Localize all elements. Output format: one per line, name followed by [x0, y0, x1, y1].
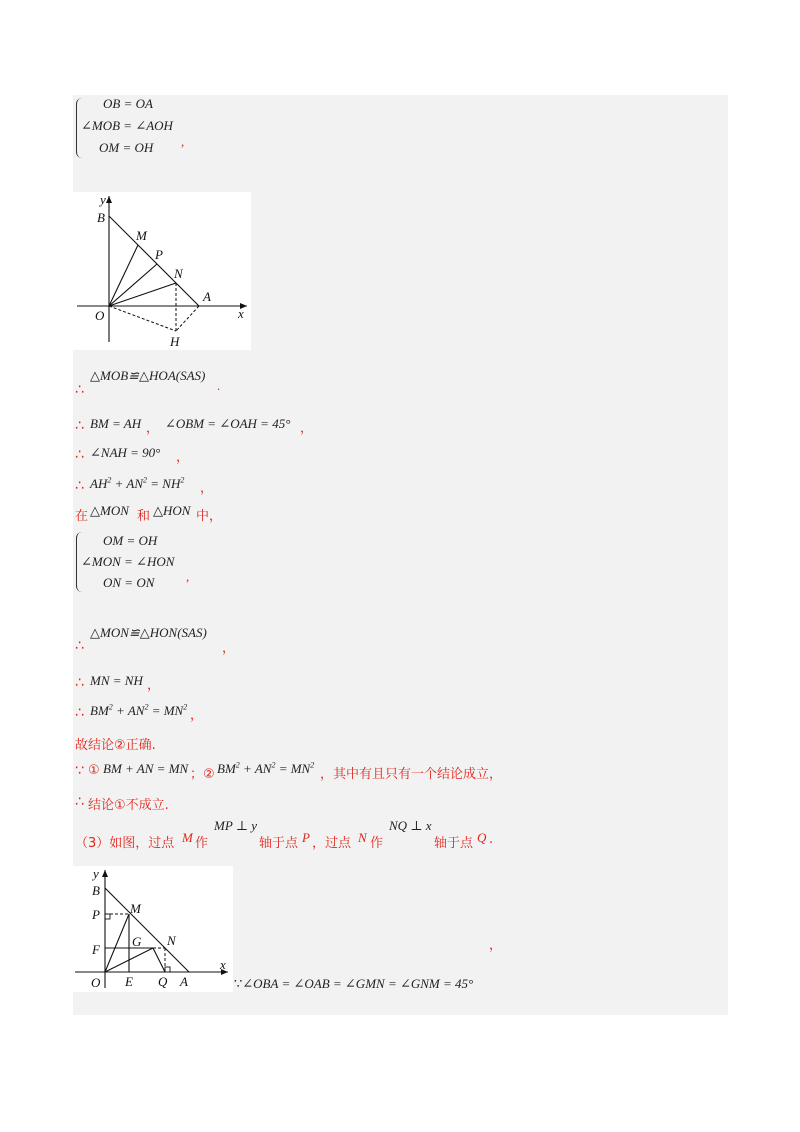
- step10-expr1: BM + AN = MN: [103, 761, 189, 776]
- step3-tail: ，: [176, 450, 190, 465]
- step3-expr: ∠NAH = 90°: [90, 445, 161, 460]
- step12-part7: .: [489, 832, 494, 847]
- step5-tri1: △MON: [90, 503, 129, 518]
- step5-mid: 和: [137, 509, 151, 524]
- fig2-label-P: P: [92, 907, 100, 922]
- system1-comma: ,: [181, 134, 185, 149]
- step4-tail: ，: [200, 481, 214, 496]
- fig2-label-M: M: [130, 901, 141, 916]
- fig2-label-Q: Q: [158, 974, 168, 989]
- step12-part4: ，过点: [312, 836, 352, 851]
- fig1-label-y: y: [100, 192, 106, 207]
- step1-period: .: [217, 378, 221, 393]
- figure-1: [73, 192, 251, 350]
- step9-text: 故结论②正确.: [75, 738, 156, 753]
- step12-part5: 作: [370, 836, 384, 851]
- because-symbol: ∵: [234, 977, 243, 992]
- fig1-label-N: N: [174, 266, 183, 281]
- step13-comma: ，: [489, 937, 503, 952]
- fig1-label-M: M: [136, 228, 147, 243]
- therefore-symbol: ∴: [75, 447, 84, 463]
- step12-point-N: N: [358, 830, 367, 845]
- step11-text: 结论①不成立.: [88, 798, 169, 813]
- fig2-label-y: y: [93, 866, 99, 881]
- therefore-symbol: ∴: [75, 638, 84, 654]
- because-symbol: ∵: [75, 763, 84, 779]
- step8-expr: $BM^2 + AN^2 = MN^2$: [90, 702, 188, 718]
- therefore-symbol: ∴: [75, 382, 84, 398]
- fig1-label-A: A: [203, 289, 211, 304]
- step4-expr: $AH^2 + AN^2 = NH^2$: [90, 475, 185, 491]
- step7-tail: ，: [147, 678, 161, 693]
- step12-point-P: P: [302, 830, 310, 845]
- step12-part1: （3）如图，过点: [75, 836, 175, 851]
- step10-sep: ；②: [190, 767, 215, 782]
- step5-post: 中，: [196, 509, 223, 524]
- step5-tri2: △HON: [153, 503, 191, 518]
- system2-line1: OM = OH: [103, 533, 158, 548]
- step6-expr: △MON≌△HON(SAS): [90, 625, 207, 640]
- therefore-symbol: ∴: [75, 705, 84, 721]
- fig1-label-O: O: [95, 308, 105, 323]
- step12-part2: 作: [195, 836, 209, 851]
- step2-expr2: ∠OBM = ∠OAH = 45°: [165, 416, 291, 431]
- step13-line: [234, 976, 473, 992]
- figure-2-svg: [73, 866, 233, 992]
- system2-comma: ,: [186, 569, 190, 584]
- step2-tail: ，: [300, 421, 314, 436]
- figure-1-svg: [73, 192, 251, 350]
- fig2-label-F: F: [92, 942, 100, 957]
- therefore-symbol: ∴: [75, 478, 84, 494]
- therefore-symbol: ∴: [75, 675, 84, 691]
- fig1-label-B: B: [97, 210, 105, 225]
- step10-expr2: $BM^2 + AN^2 = MN^2$: [217, 760, 315, 776]
- step12-expr2: NQ ⊥ x: [389, 818, 432, 833]
- therefore-symbol: ∴: [75, 418, 84, 434]
- step12-part3: 轴于点: [259, 836, 299, 851]
- step12-part6: 轴于点: [434, 836, 474, 851]
- step12-point-M: M: [182, 830, 193, 845]
- system1-line2: ∠MOB = ∠AOH: [81, 118, 173, 133]
- therefore-symbol: ∴: [75, 794, 84, 810]
- step1-expr: △MOB≌△HOA(SAS): [90, 368, 206, 383]
- fig2-label-B: B: [92, 883, 100, 898]
- step12-point-Q: Q: [477, 830, 487, 845]
- step6-tail: ，: [222, 641, 236, 656]
- step13-expr: ∠OBA = ∠OAB = ∠GMN = ∠GNM = 45°: [242, 976, 474, 991]
- fig2-label-O: O: [91, 975, 101, 990]
- step7-expr: MN = NH: [90, 673, 143, 688]
- fig2-label-E: E: [125, 974, 133, 989]
- step12-expr1: MP ⊥ y: [214, 818, 258, 833]
- fig1-label-H: H: [170, 334, 180, 349]
- fig2-label-x: x: [220, 957, 226, 972]
- step2-expr: BM = AH: [90, 416, 142, 431]
- step10-post: ，其中有且只有一个结论成立，: [320, 767, 503, 782]
- step2-sep: ，: [146, 421, 160, 436]
- fig2-label-G: G: [132, 934, 142, 949]
- fig2-label-A: A: [180, 974, 188, 989]
- system2-line3: ON = ON: [103, 575, 155, 590]
- fig1-label-x: x: [238, 306, 244, 321]
- fig1-label-P: P: [155, 247, 163, 262]
- step5-pre: 在: [75, 509, 89, 524]
- system2-line2: ∠MON = ∠HON: [81, 554, 175, 569]
- figure-2: [73, 866, 233, 992]
- step10-circle1: ①: [88, 763, 100, 778]
- fig2-label-N: N: [167, 933, 176, 948]
- system1-line1: OB = OA: [103, 96, 153, 111]
- system1-line3: OM = OH: [99, 140, 154, 155]
- step8-tail: ，: [190, 708, 204, 723]
